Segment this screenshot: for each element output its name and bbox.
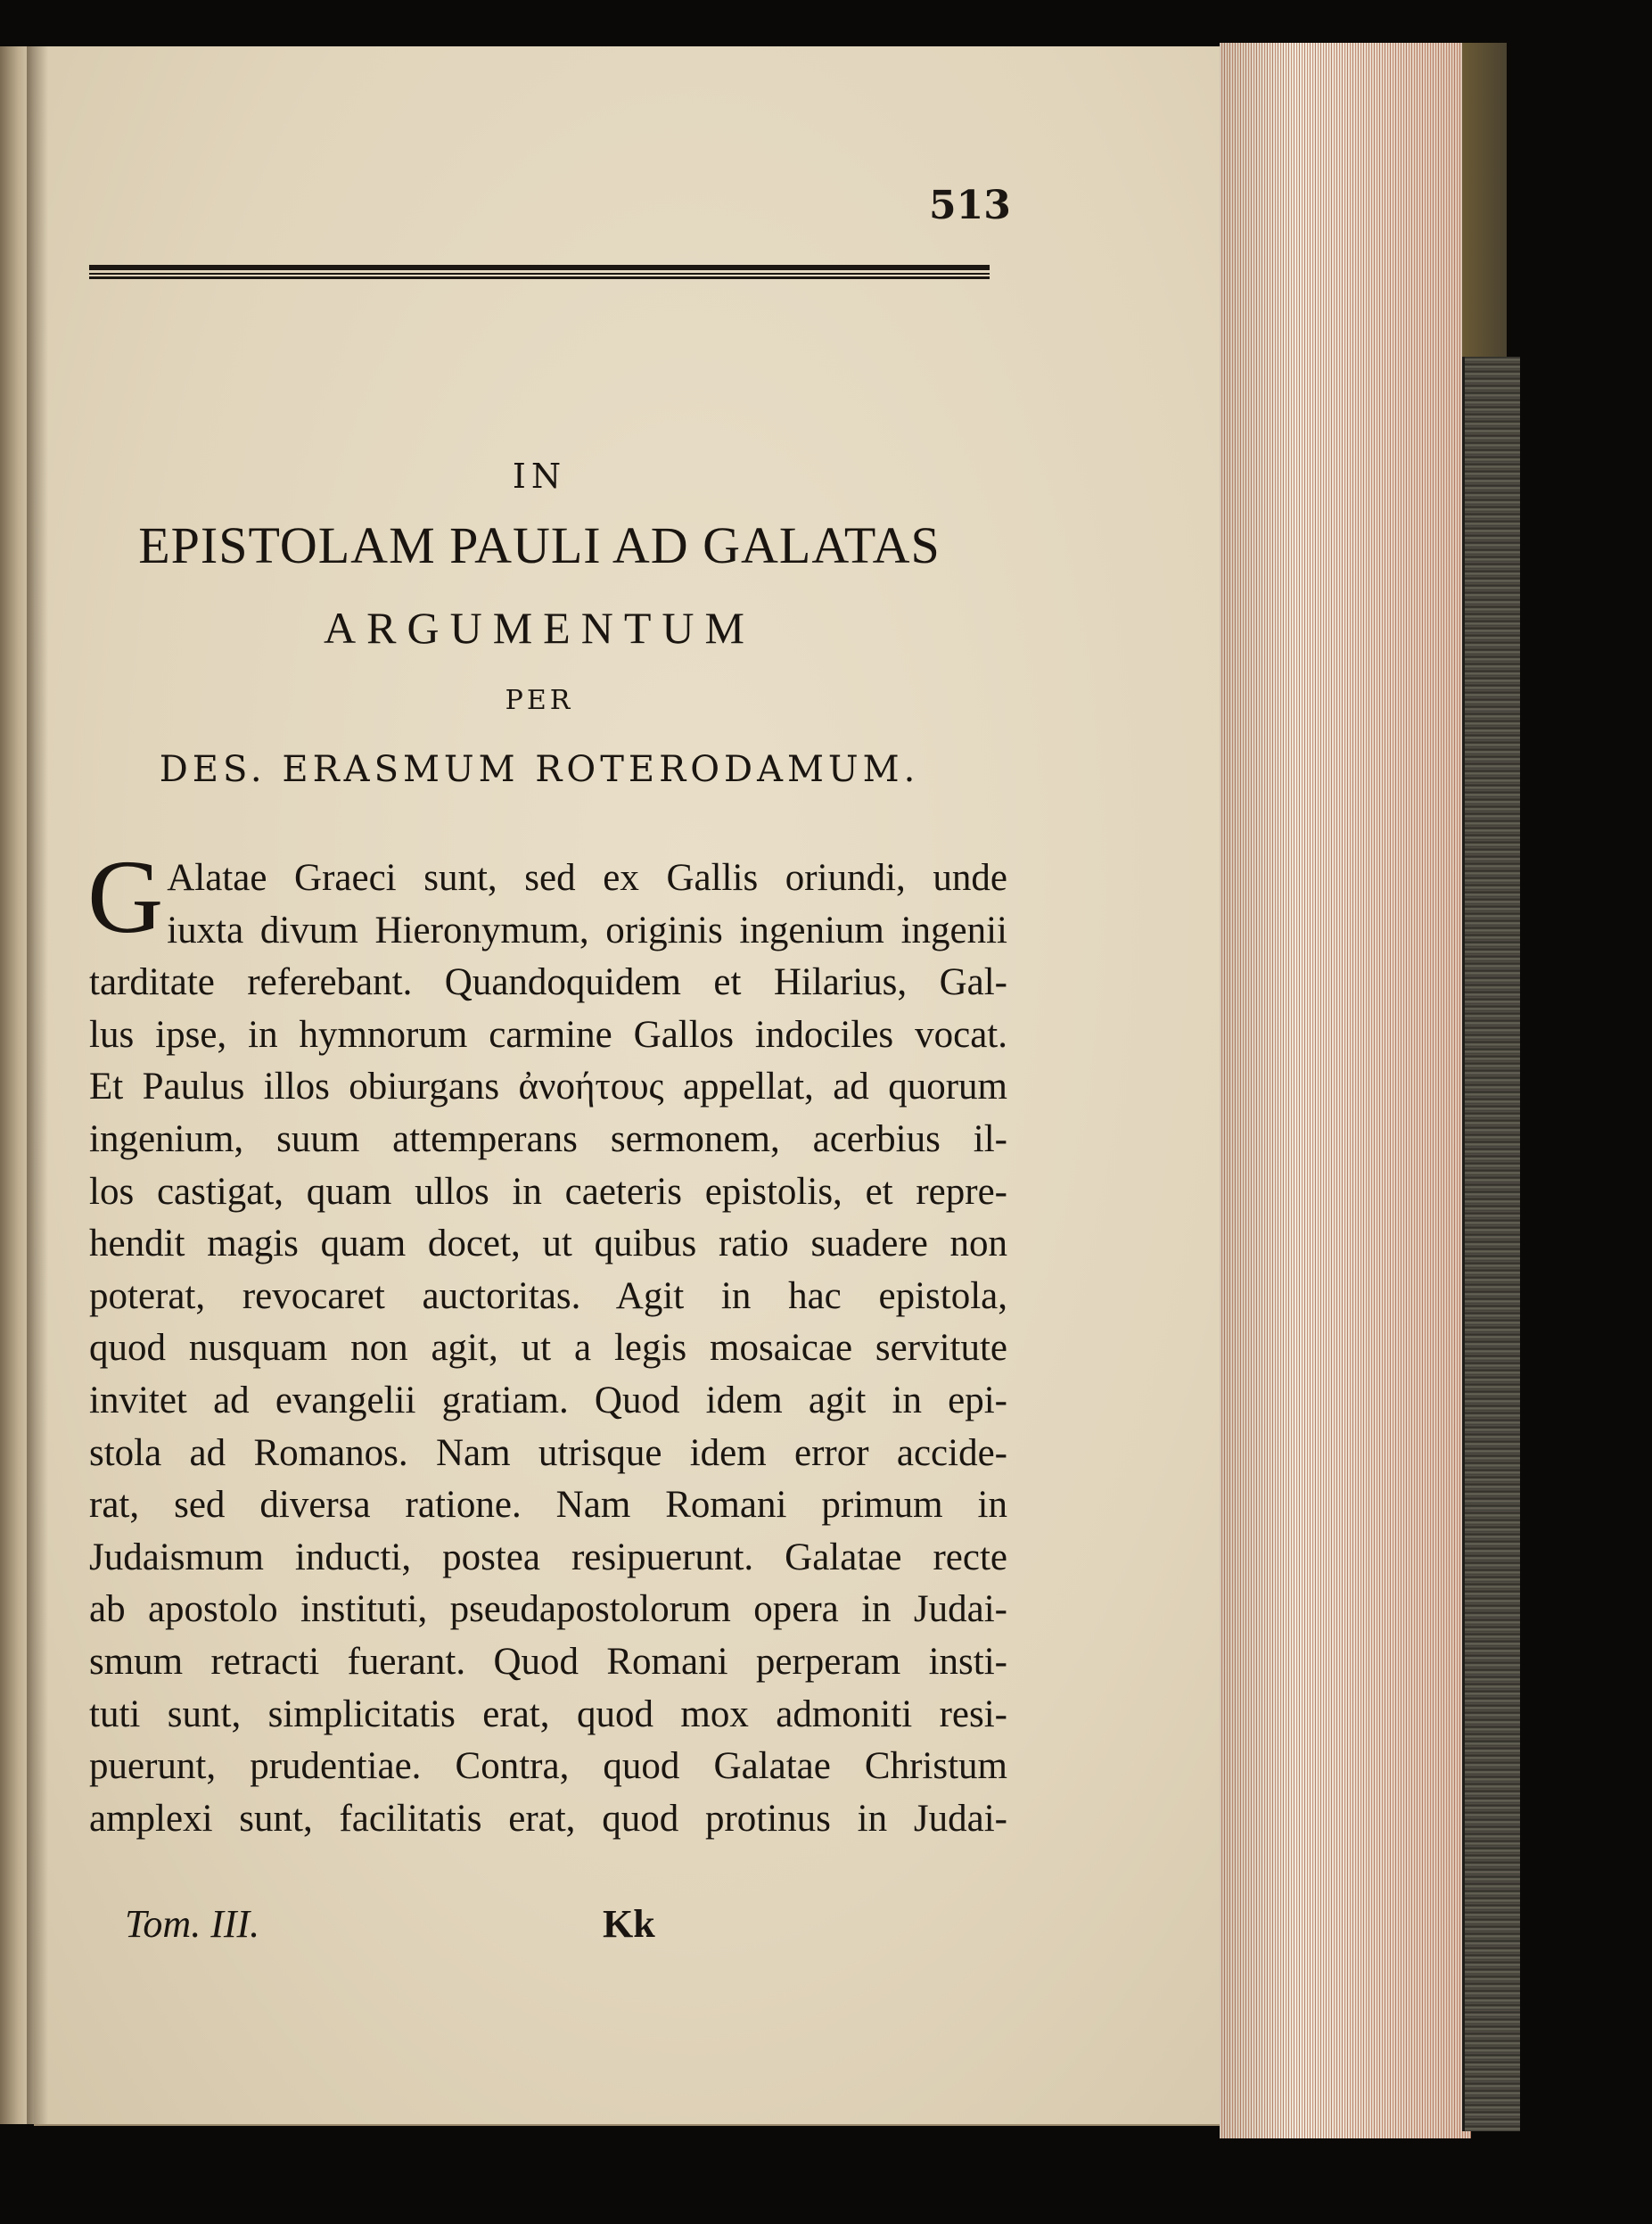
signature-mark: Kk — [603, 1902, 655, 1946]
text-line: puerunt, prudentiae. Contra, quod Galatae Christum — [89, 1745, 1007, 1788]
page-number: 513 — [929, 183, 1011, 228]
text-line: rat, sed diversa ratione. Nam Romani primum in — [89, 1484, 1007, 1527]
volume-marker: Tom. III. — [125, 1902, 260, 1946]
first-line-text: Alatae Graeci sunt, sed ex Gallis oriundi, unde — [167, 857, 1007, 899]
text-line: lus ipse, in hymnorum carmine Gallos indociles vocat. — [89, 1013, 1007, 1056]
text-line: tarditate referebant. Quandoquidem et Hilarius, Gal- — [89, 961, 1007, 1004]
heading-in: IN — [512, 457, 567, 496]
text-line: ab apostolo instituti, pseudapostolorum opera in Judai- — [89, 1588, 1007, 1631]
text-line: iuxta divum Hieronymum, originis ingenium ingenii — [167, 909, 1007, 951]
text-line: quod nusquam non agit, ut a legis mosaicae servitute — [89, 1327, 1007, 1370]
book-gutter — [27, 46, 48, 2124]
text-line: tuti sunt, simplicitatis erat, quod mox admoniti resi- — [89, 1693, 1007, 1735]
text-line: Et Paulus illos obiurgans ἀνοήτους appellat, ad quorum — [89, 1066, 1007, 1108]
text-line: los castigat, quam ullos in caeteris epistolis, et repre- — [89, 1170, 1007, 1213]
book-cover — [1462, 357, 1520, 2131]
text-line: stola ad Romanos. Nam utrisque idem error accide- — [89, 1431, 1007, 1474]
text-line: poterat, revocaret auctoritas. Agit in hac epistola, — [89, 1274, 1007, 1317]
text-line: smum retracti fuerant. Quod Romani perperam insti- — [89, 1640, 1007, 1683]
heading-subtitle: ARGUMENTUM — [324, 603, 755, 653]
text-line: hendit magis quam docet, ut quibus ratio suadere non — [89, 1223, 1007, 1265]
page-edges — [1220, 43, 1471, 2138]
text-line: amplexi sunt, facilitatis erat, quod protinus in Judai- — [89, 1797, 1007, 1840]
book-cover-top — [1462, 43, 1507, 364]
heading-per: PER — [505, 685, 574, 716]
text-line: Judaismum inducti, postea resipuerunt. Galatae recte — [89, 1536, 1007, 1578]
heading-title: EPISTOLAM PAULI AD GALATAS — [138, 516, 941, 574]
drop-cap: G — [87, 838, 164, 955]
heading-author: DES. ERASMUM ROTERODAMUM. — [159, 749, 920, 790]
header-rule — [89, 265, 990, 279]
text-line: invitet ad evangelii gratiam. Quod idem agit in epi- — [89, 1379, 1007, 1421]
text-line: ingenium, suum attemperans sermonem, acerbius il- — [89, 1117, 1007, 1160]
body-text — [89, 836, 1007, 1845]
